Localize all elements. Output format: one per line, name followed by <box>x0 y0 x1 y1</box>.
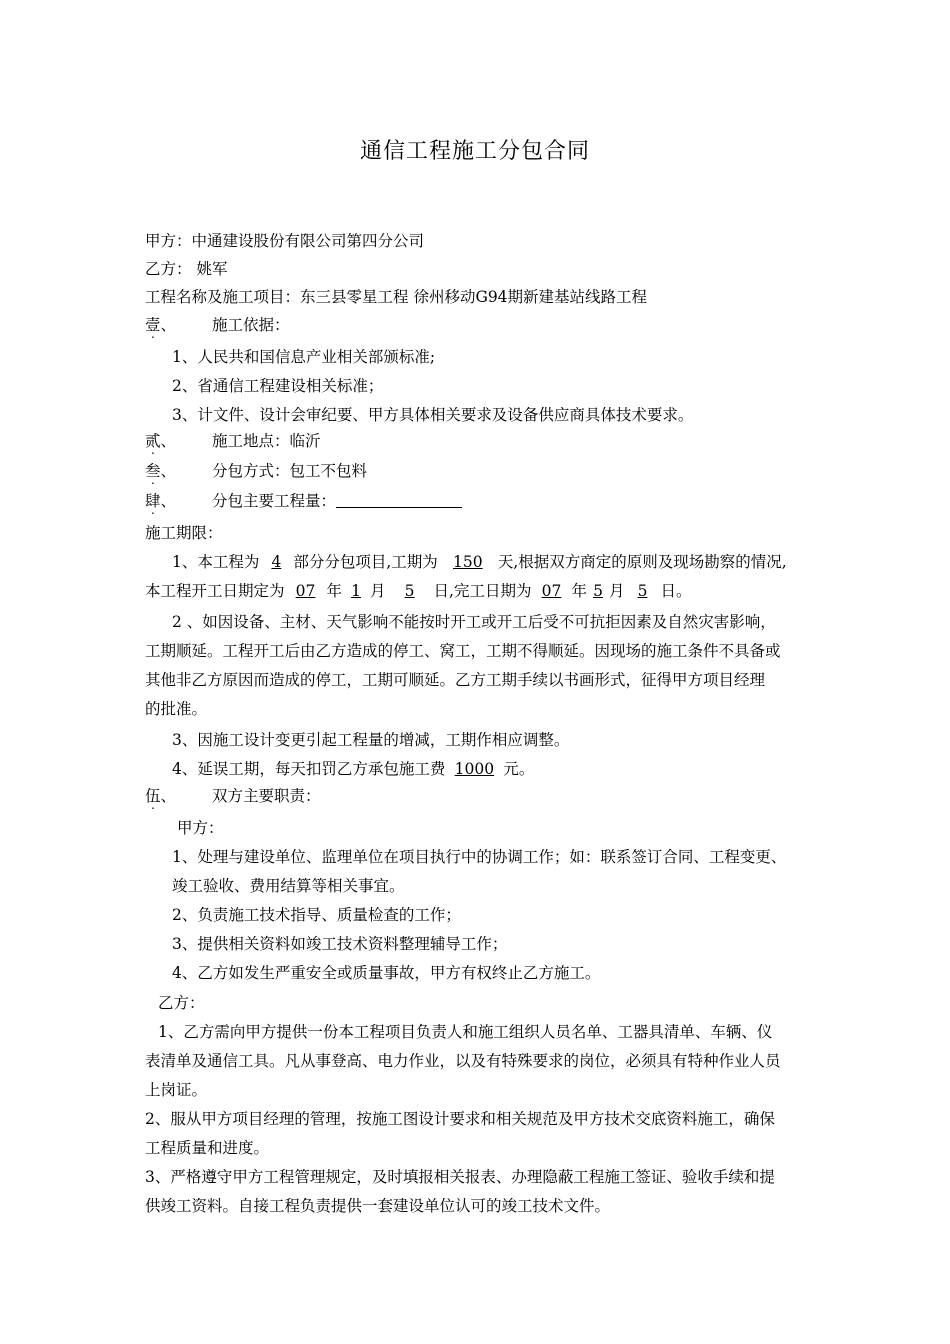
party-b-duty-3-line-2: 供竣工资料。自接工程负责提供一套建设单位认可的竣工技术文件。 <box>145 1197 611 1215</box>
period-2-line-2: 工期顺延。工程开工后由乙方造成的停工、窝工，工期不得顺延。因现场的施工条件不具备或 <box>145 642 781 660</box>
period-4 <box>172 759 534 779</box>
party-b-duty-1-line-3: 上岗证。 <box>145 1081 208 1099</box>
period-1-text-d: 本工程开工日期定为 <box>145 582 285 600</box>
section-4-text: 分包主要工程量： <box>212 492 337 510</box>
period-1-line-1 <box>172 552 787 572</box>
party-a-duty-1-line-1: 1、处理与建设单位、监理单位在项目执行中的协调工作；如：联系签订合同、工程变更、 <box>172 848 787 866</box>
month-label: 月 <box>370 582 386 600</box>
party-a-duty-2: 2、负责施工技术指导、质量检查的工作； <box>172 906 461 924</box>
party-a-duty-4: 4、乙方如发生严重安全或质量事故，甲方有权终止乙方施工。 <box>172 964 601 982</box>
basis-item-1: 1、人民共和国信息产业相关部颁标准; <box>172 348 436 366</box>
party-b-duty-2-line-2: 工程质量和进度。 <box>145 1139 270 1157</box>
start-year: 07 <box>295 582 316 600</box>
section-2-number: 贰、 . <box>145 431 176 451</box>
period-1-text-b: 部分分包项目,工期为 <box>293 553 438 571</box>
section-3-number: 叁、 . <box>145 461 176 481</box>
period-2-line-4: 的批准。 <box>145 700 208 718</box>
section-3-text: 分包方式：包工不包料 <box>212 462 368 480</box>
period-1-text-c: 天,根据双方商定的原则及现场勘察的情况, <box>497 553 787 571</box>
year-label-2: 年 <box>571 582 587 600</box>
section-3-line <box>145 461 367 481</box>
section-2-text: 施工地点：临沂 <box>212 432 321 450</box>
end-day: 5 <box>637 582 648 600</box>
party-b-duties-heading: 乙方： <box>158 994 205 1012</box>
party-a-line <box>145 231 424 251</box>
party-b-line <box>145 259 227 279</box>
party-a-duty-3: 3、提供相关资料如竣工技术资料整理辅导工作； <box>172 935 508 953</box>
start-month: 1 <box>351 582 361 600</box>
party-a-duties-heading: 甲方： <box>177 819 224 837</box>
basis-item-3: 3、计文件、设计会审纪要、甲方具体相关要求及设备供应商具体技术要求。 <box>172 406 694 424</box>
penalty-amount: 1000 <box>454 760 495 778</box>
parts-count: 4 <box>271 553 282 571</box>
period-heading: 施工期限： <box>145 524 223 542</box>
section-1-title: 施工依据： <box>212 316 290 334</box>
period-3: 3、因施工设计变更引起工程量的增减，工期作相应调整。 <box>172 731 570 749</box>
period-2-line-1: 2 、如因设备、主材、天气影响不能按时开工或开工后受不可抗拒因素及自然灾害影响， <box>172 613 776 631</box>
party-b-duty-3-line-1: 3、严格遵守甲方工程管理规定，及时填报相关报表、办理隐蔽工程施工签证、验收手续和提 <box>145 1168 775 1186</box>
section-1-heading <box>145 315 290 335</box>
month-label-2: 月 <box>609 582 625 600</box>
party-b-duty-1-line-2: 表清单及通信工具。凡从事登高、电力作业，以及有特殊要求的岗位，必须具有特种作业人员 <box>145 1052 781 1070</box>
period-4-text-a: 4、延误工期，每天扣罚乙方承包施工费 <box>172 760 446 778</box>
year-label: 年 <box>326 582 343 600</box>
start-day: 5 <box>404 582 415 600</box>
party-b-label: 乙方： <box>145 260 192 278</box>
section-2-line <box>145 431 321 451</box>
party-a-duty-1-line-2: 竣工验收、费用结算等相关事宜。 <box>172 877 405 895</box>
period-1-text-e: 日,完工日期为 <box>433 582 532 600</box>
project-label: 工程名称及施工项目： <box>145 288 301 306</box>
section-5-title: 双方主要职责： <box>212 787 321 805</box>
party-a-value: 中通建设股份有限公司第四分公司 <box>191 232 425 250</box>
project-line <box>145 287 647 307</box>
section-1-number: 壹、 . <box>145 315 176 335</box>
project-value: 东三县零星工程 徐州移动G94期新建基站线路工程 <box>300 288 648 306</box>
party-b-duty-1-line-1: 1、乙方需向甲方提供一份本工程项目负责人和施工组织人员名单、工器具清单、车辆、仪 <box>158 1023 773 1041</box>
party-b-duty-2-line-1: 2、服从甲方项目经理的管理，按施工图设计要求和相关规范及甲方技术交底资料施工，确保 <box>145 1110 775 1128</box>
period-1-line-2 <box>145 581 692 601</box>
section-5-heading <box>145 786 321 806</box>
basis-item-2: 2、省通信工程建设相关标准； <box>172 377 384 395</box>
period-1-text-a: 1、本工程为 <box>172 553 260 571</box>
section-4-line <box>145 491 462 511</box>
party-a-label: 甲方： <box>145 232 192 250</box>
section-5-number: 伍、 . <box>145 786 176 806</box>
end-month: 5 <box>593 582 603 600</box>
section-4-number: 肆、 . <box>145 491 176 511</box>
workload-blank-field <box>336 491 462 508</box>
period-2-line-3: 其他非乙方原因而造成的停工，工期可顺延。乙方工期手续以书画形式，征得甲方项目经理 <box>145 671 766 689</box>
end-year: 07 <box>541 582 562 600</box>
duration-days: 150 <box>453 553 483 571</box>
day-suffix: 日。 <box>660 582 692 600</box>
document-title: 通信工程施工分包合同 <box>359 139 590 164</box>
period-4-text-b: 元。 <box>503 760 535 778</box>
party-b-value: 姚军 <box>196 260 228 278</box>
